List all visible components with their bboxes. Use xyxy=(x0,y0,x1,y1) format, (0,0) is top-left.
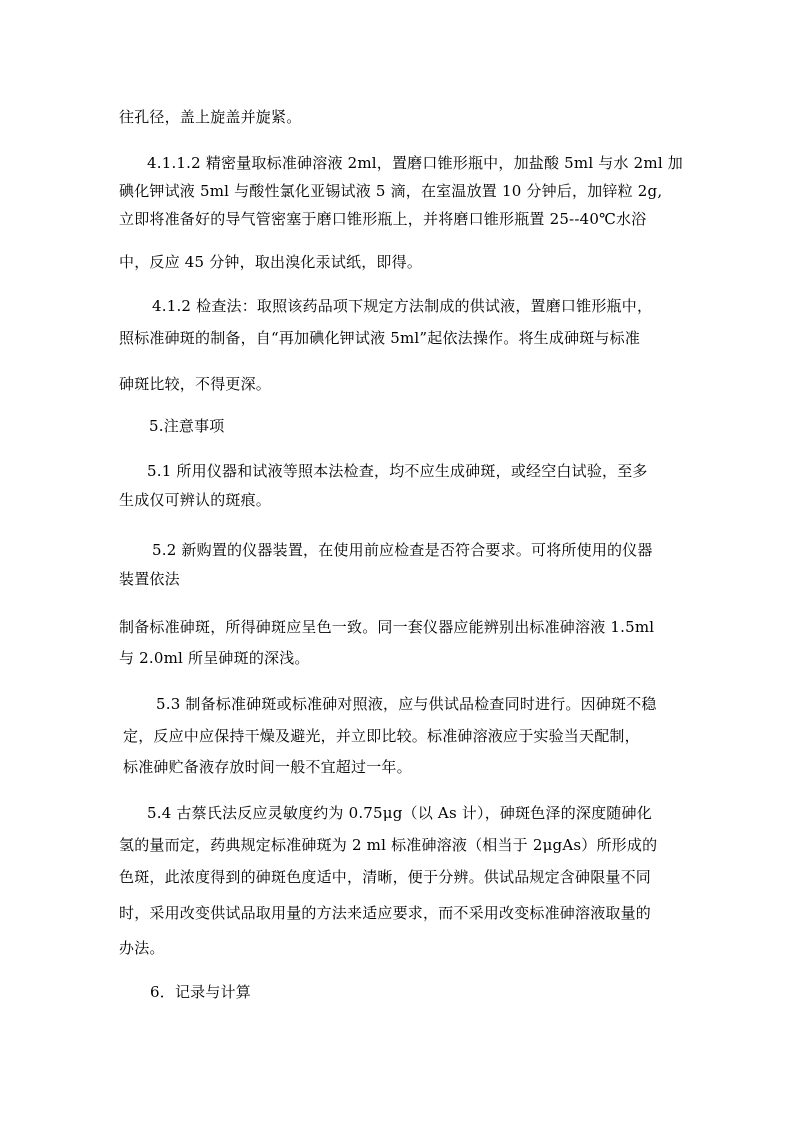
text-line: 中，反应 45 分钟，取出溴化汞试纸，即得。 xyxy=(119,253,423,271)
text-line: 碘化钾试液 5ml 与酸性氯化亚锡试液 5 滴，在室温放置 10 分钟后，加锌粒 2g, xyxy=(119,182,663,200)
text-line: 5.4 古蔡氏法反应灵敏度约为 0.75μg（以 As 计），砷斑色泽的深度随砷化 xyxy=(147,804,652,822)
text-line: 砷斑比较，不得更深。 xyxy=(119,375,272,393)
text-line: 5.1 所用仪器和试液等照本法检查，均不应生成砷斑，或经空白试验，至多 xyxy=(147,462,648,480)
text-line: 标准砷贮备液存放时间一般不宜超过一年。 xyxy=(123,758,412,776)
text-line: 照标准砷斑的制备，自“再加碘化钾试液 5ml”起依法操作。将生成砷斑与标准 xyxy=(119,329,641,347)
text-line: 往孔径，盖上旋盖并旋紧。 xyxy=(119,108,302,126)
section-heading: 5.注意事项 xyxy=(149,417,225,435)
text-line: 制备标准砷斑，所得砷斑应呈色一致。同一套仪器应能辨别出标准砷溶液 1.5ml xyxy=(119,618,655,636)
text-line: 定，反应中应保持干燥及避光，并立即比较。标准砷溶液应于实验当天配制， xyxy=(123,727,640,745)
text-line: 立即将准备好的导气管密塞于磨口锥形瓶上，并将磨口锥形瓶置 25--40℃水浴 xyxy=(119,210,647,228)
text-line: 氢的量而定，药典规定标准砷斑为 2 ml 标准砷溶液（相当于 2μgAs）所形成的 xyxy=(119,836,658,854)
text-line: 5.2 新购置的仪器装置，在使用前应检查是否符合要求。可将所使用的仪器 xyxy=(152,541,653,559)
text-line: 生成仅可辨认的斑痕。 xyxy=(119,491,272,509)
text-line: 4.1.1.2 精密量取标准砷溶液 2ml，置磨口锥形瓶中，加盐酸 5ml 与水 2ml 加 xyxy=(147,154,683,172)
text-line: 色斑，此浓度得到的砷斑色度适中，清晰，便于分辨。供试品规定含砷限量不同 xyxy=(119,868,652,886)
text-line: 时，采用改变供试品取用量的方法来适应要求，而不采用改变标准砷溶液取量的 xyxy=(119,904,652,922)
section-heading: 6．记录与计算 xyxy=(150,983,251,1001)
text-line: 4.1.2 检查法：取照该药品项下规定方法制成的供试液，置磨口锥形瓶中， xyxy=(152,297,653,315)
text-line: 与 2.0ml 所呈砷斑的深浅。 xyxy=(119,649,310,667)
text-line: 办法。 xyxy=(119,939,165,957)
text-line: 5.3 制备标准砷斑或标准砷对照液，应与供试品检查同时进行。因砷斑不稳 xyxy=(156,695,657,713)
text-line: 装置依法 xyxy=(119,570,180,588)
